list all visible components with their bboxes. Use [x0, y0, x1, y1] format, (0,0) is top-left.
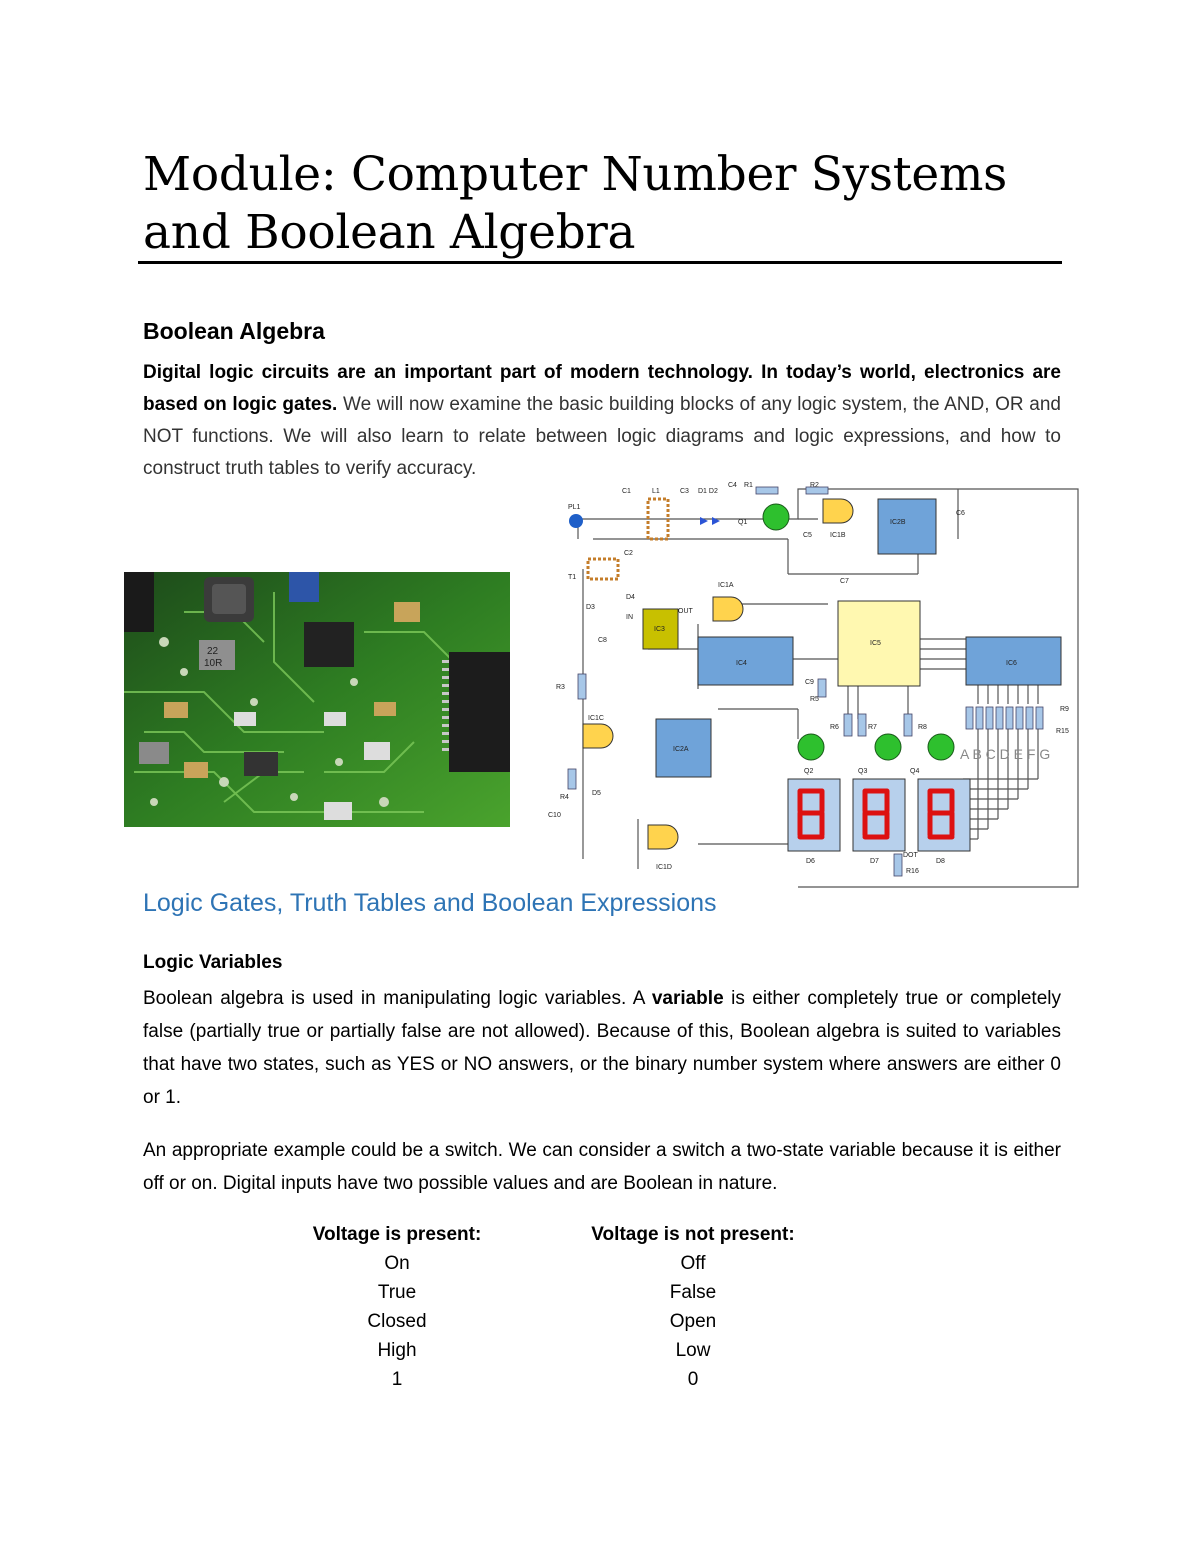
svg-text:IC1B: IC1B	[830, 532, 846, 539]
svg-text:D8: D8	[936, 858, 945, 865]
svg-text:R15: R15	[1056, 728, 1069, 735]
svg-text:D7: D7	[870, 858, 879, 865]
svg-text:C1: C1	[622, 488, 631, 495]
voltage-not-present-item: Open	[669, 1311, 717, 1332]
svg-text:IC1D: IC1D	[656, 864, 672, 871]
svg-text:DOT: DOT	[903, 852, 918, 859]
intro-bold-text: Digital logic circuits are an important part of modern technology. In today’s world, electronics are based on logic gates.	[143, 362, 1061, 415]
svg-text:R8: R8	[918, 724, 927, 731]
voltage-not-present-item: Off	[680, 1253, 706, 1274]
section-heading-logic-gates: Logic Gates, Truth Tables and Boolean Expressions	[143, 889, 717, 917]
svg-text:22: 22	[207, 646, 219, 657]
page-title: Module: Computer Number Systems and Boolean Algebra	[143, 147, 1007, 260]
svg-text:Q4: Q4	[910, 768, 920, 775]
logic-variables-paragraph	[143, 982, 1061, 1114]
svg-text:R4: R4	[560, 794, 569, 801]
svg-text:IC3: IC3	[654, 626, 665, 633]
svg-text:D1 D2: D1 D2	[698, 488, 718, 495]
svg-text:IC2A: IC2A	[673, 746, 689, 753]
svg-text:R6: R6	[830, 724, 839, 731]
svg-text:Q1: Q1	[738, 519, 748, 526]
svg-text:IN: IN	[626, 614, 633, 621]
svg-text:T1: T1	[568, 574, 577, 581]
voltage-not-present-item: False	[669, 1282, 717, 1303]
voltage-present-item: 1	[391, 1369, 403, 1390]
svg-text:R16: R16	[906, 868, 919, 875]
svg-text:D6: D6	[806, 858, 815, 865]
p2-bold-variable: variable	[651, 988, 724, 1009]
p2-text-a: Boolean algebra is used in manipulating logic variables. A	[143, 988, 652, 1009]
svg-text:D4: D4	[626, 594, 635, 601]
subheading-logic-variables: Logic Variables	[143, 952, 283, 973]
logic-circuit-schematic	[548, 479, 1083, 889]
svg-text:C9: C9	[805, 679, 814, 686]
voltage-present-item: Closed	[367, 1311, 427, 1332]
svg-text:Q3: Q3	[858, 768, 868, 775]
p2-text-b: is either completely true or completely false (partially true or partially false are not allowed). Because of this, Boolean algebra is suited to variables that have two states, such as YES or NO answers, or the binary number system where answers are either 0 or 1.	[143, 988, 1062, 1108]
svg-text:R2: R2	[810, 482, 819, 489]
voltage-not-present-item: 0	[687, 1369, 699, 1390]
svg-text:C6: C6	[956, 510, 965, 517]
voltage-not-present-item: Low	[675, 1340, 711, 1361]
svg-text:Q2: Q2	[804, 768, 814, 775]
svg-text:C5: C5	[803, 532, 812, 539]
svg-text:R1: R1	[744, 482, 753, 489]
voltage-not-present-column	[563, 1220, 823, 1394]
svg-text:L1: L1	[652, 488, 660, 495]
svg-text:C10: C10	[548, 812, 561, 819]
voltage-present-item: On	[384, 1253, 410, 1274]
svg-text:C8: C8	[598, 637, 607, 644]
svg-text:A B C D E F G: A B C D E F G	[960, 746, 1051, 762]
circuit-board-photo	[124, 572, 510, 827]
svg-text:10R: 10R	[204, 658, 223, 669]
svg-text:IC2B: IC2B	[890, 519, 906, 526]
title-underline	[138, 261, 1062, 264]
svg-text:R9: R9	[1060, 706, 1069, 713]
svg-text:C3: C3	[680, 488, 689, 495]
voltage-present-item: True	[377, 1282, 417, 1303]
svg-text:IC6: IC6	[1006, 660, 1017, 667]
svg-text:PL1: PL1	[568, 504, 581, 511]
svg-text:C7: C7	[840, 578, 849, 585]
svg-text:IC5: IC5	[870, 640, 881, 647]
svg-text:R7: R7	[868, 724, 877, 731]
svg-text:R3: R3	[556, 684, 565, 691]
voltage-present-header: Voltage is present:	[312, 1224, 482, 1245]
intro-body-text: We will now examine the basic building blocks of any logic system, the AND, OR and NOT functions. We will also learn to relate between logic diagrams and logic expressions, and how to construct truth tables to verify accuracy.	[143, 394, 1061, 479]
voltage-not-present-header: Voltage is not present:	[591, 1224, 795, 1245]
intro-paragraph	[143, 357, 1061, 485]
svg-text:C2: C2	[624, 550, 633, 557]
svg-text:D3: D3	[586, 604, 595, 611]
voltage-present-column	[267, 1220, 527, 1394]
switch-example-paragraph: An appropriate example could be a switch. We can consider a switch a two-state variable because it is either off or on. Digital inputs have two possible values and are Boolean in nature.	[143, 1140, 1061, 1194]
svg-text:IC1A: IC1A	[718, 582, 734, 589]
svg-text:IC4: IC4	[736, 660, 747, 667]
section-heading-boolean-algebra: Boolean Algebra	[143, 318, 325, 344]
svg-text:IC1C: IC1C	[588, 715, 604, 722]
svg-text:OUT: OUT	[678, 608, 693, 615]
svg-text:R5: R5	[810, 696, 819, 703]
voltage-present-item: High	[377, 1340, 417, 1361]
svg-text:C4: C4	[728, 482, 737, 489]
svg-text:D5: D5	[592, 790, 601, 797]
